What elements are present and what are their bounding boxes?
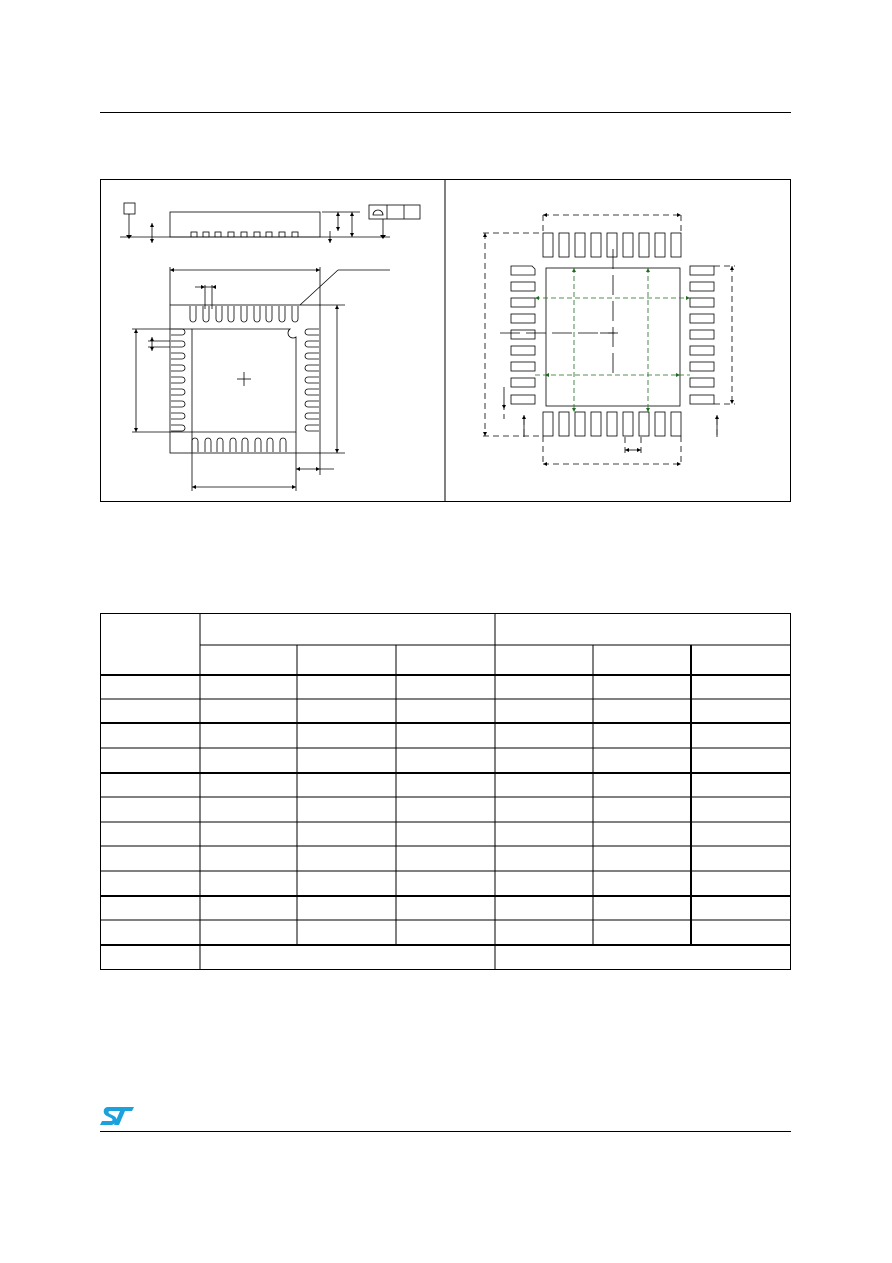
pads-right [690,266,714,404]
dimensions-table-grid [100,613,791,970]
package-body-side [170,212,320,237]
datum-box [124,203,135,214]
pins-bottom [192,438,286,452]
pads-top [543,233,681,257]
pins-top [190,306,298,322]
footer-rule [100,1131,791,1132]
pads-bottom [543,412,681,436]
pads-left [511,266,535,404]
footprint-guides [535,268,690,412]
side-leads [191,232,298,237]
table-border [101,614,791,970]
pins-right [305,329,319,431]
footprint-guide-arrows [535,268,690,412]
footprint [483,213,735,466]
side-view [120,203,420,243]
st-logo [100,1105,136,1127]
tolerance-frame [369,205,420,219]
package-figure-svg [100,179,791,502]
pins-left [171,329,185,431]
dimensions-table [100,613,791,970]
bottom-view [132,267,390,491]
package-figure [100,179,791,502]
header-rule [100,112,791,113]
st-logo-icon [100,1105,136,1127]
